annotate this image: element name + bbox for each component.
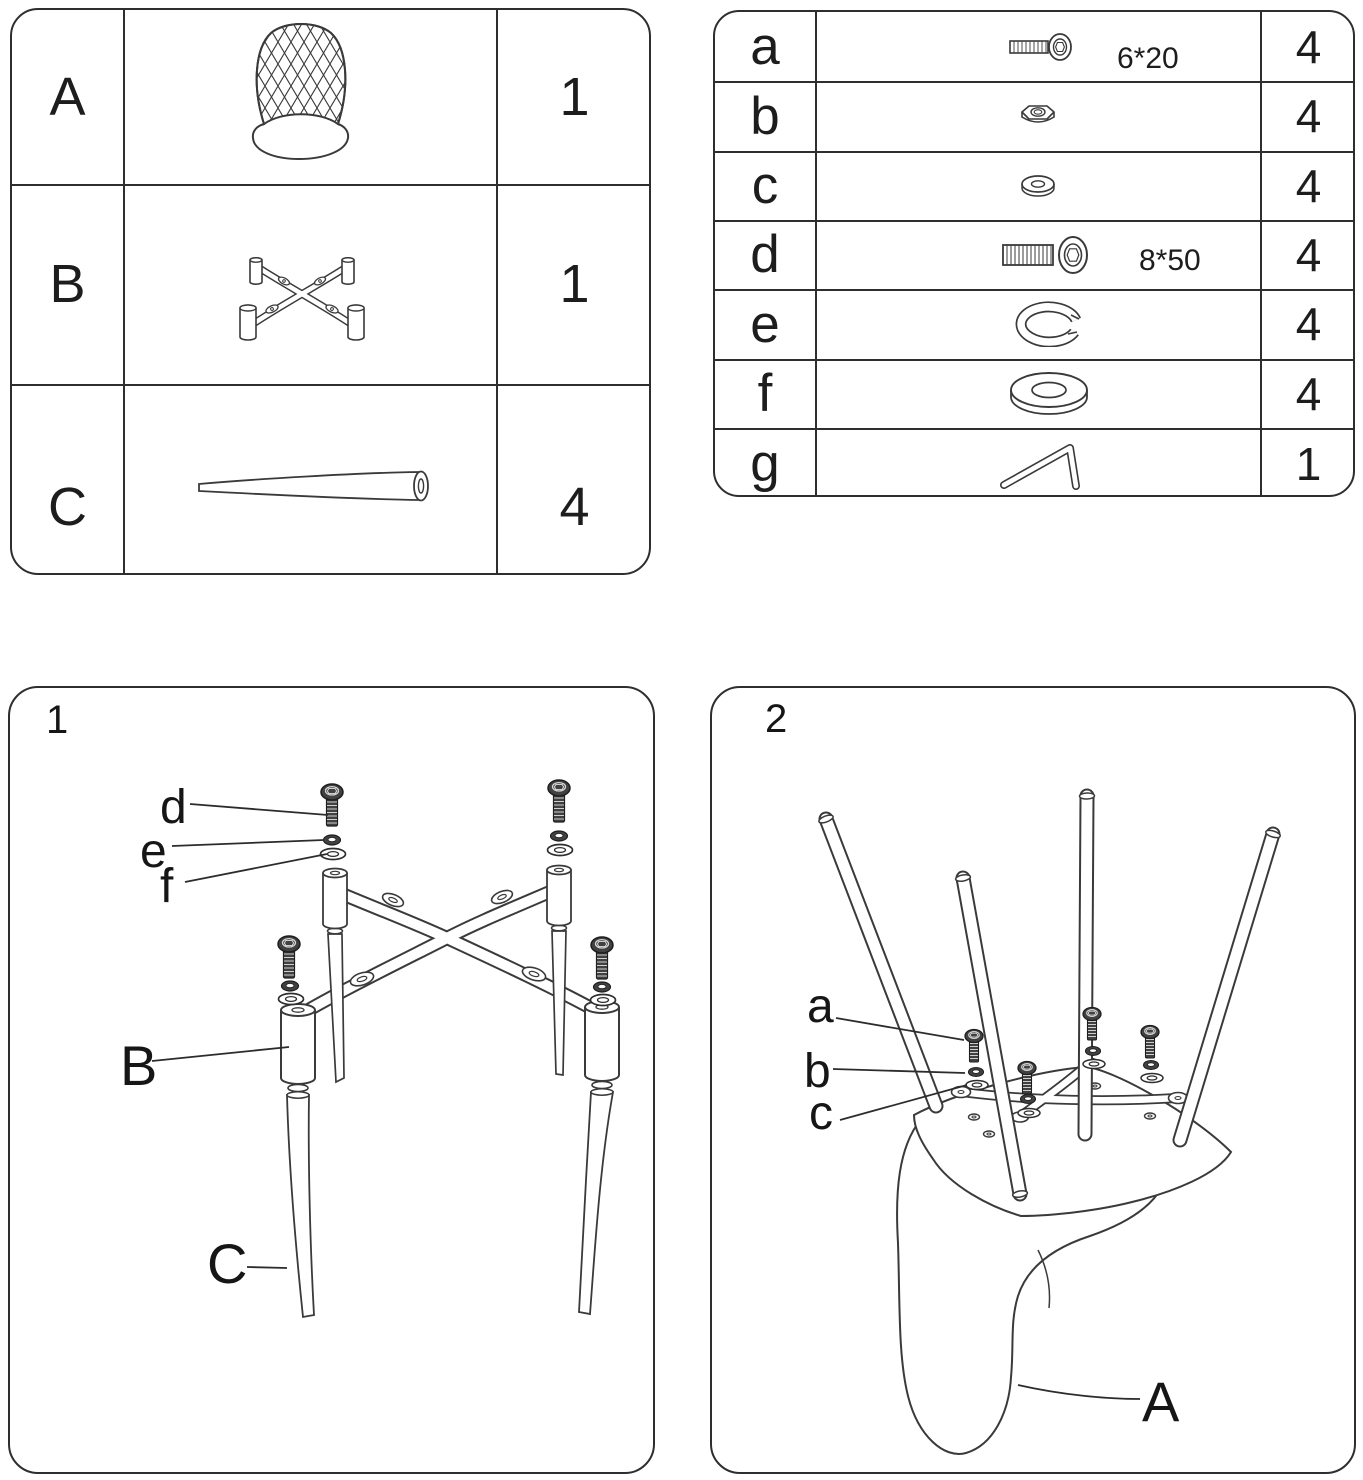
flat-washer-icon bbox=[1007, 370, 1091, 418]
step-2-panel bbox=[710, 686, 1356, 1474]
callout-e: e bbox=[140, 825, 167, 878]
hardware-a-label: a bbox=[750, 17, 780, 76]
hardware-e-qty: 4 bbox=[1295, 298, 1322, 350]
seat-shell-icon bbox=[226, 20, 376, 162]
part-b-label: B bbox=[49, 254, 86, 314]
hardware-b-qty: 4 bbox=[1295, 90, 1322, 142]
step-1-drawing bbox=[10, 688, 652, 1471]
nut-icon bbox=[1018, 101, 1058, 131]
allen-key-icon bbox=[998, 437, 1086, 491]
callout-A: A bbox=[1142, 1370, 1180, 1433]
callout-c: c bbox=[809, 1087, 833, 1140]
callout-a: a bbox=[807, 980, 834, 1033]
step-1-number: 1 bbox=[46, 698, 69, 742]
spring-washer-icon bbox=[1015, 301, 1083, 347]
bolt-8x50-spec: 8*50 bbox=[1139, 244, 1201, 277]
bolt-6x20-spec: 6*20 bbox=[1117, 42, 1179, 75]
part-a-label: A bbox=[49, 67, 86, 127]
parts-table-row-divider-2 bbox=[12, 384, 649, 386]
parts-table-column-divider-1 bbox=[123, 10, 125, 573]
hardware-d-qty: 4 bbox=[1295, 228, 1322, 281]
small-washer-icon bbox=[1019, 174, 1057, 198]
hardware-g-qty: 1 bbox=[1295, 437, 1322, 490]
hardware-c-qty: 4 bbox=[1295, 159, 1322, 212]
leg-icon bbox=[196, 467, 436, 509]
part-c-qty: 4 bbox=[559, 476, 590, 537]
hardware-table bbox=[713, 10, 1355, 497]
hardware-f-label: f bbox=[757, 364, 773, 423]
callout-C: C bbox=[207, 1232, 248, 1295]
bolt-8x50-icon bbox=[1001, 228, 1099, 282]
hardware-g-label: g bbox=[750, 434, 780, 493]
callout-B: B bbox=[120, 1034, 158, 1097]
step-1-panel bbox=[8, 686, 655, 1474]
callout-d: d bbox=[160, 781, 187, 834]
callout-b: b bbox=[804, 1045, 831, 1098]
part-c-label: C bbox=[48, 476, 87, 537]
cross-base-icon bbox=[232, 250, 372, 344]
step-2-number: 2 bbox=[765, 697, 788, 741]
hardware-a-qty: 4 bbox=[1295, 20, 1322, 73]
hardware-f-qty: 4 bbox=[1295, 367, 1322, 420]
hardware-c-label: c bbox=[751, 156, 779, 215]
bolt-6x20-icon bbox=[1008, 27, 1082, 67]
part-b-qty: 1 bbox=[559, 254, 590, 314]
hardware-d-label: d bbox=[750, 225, 780, 284]
parts-table bbox=[10, 8, 651, 575]
hardware-e-label: e bbox=[750, 294, 780, 354]
part-a-qty: 1 bbox=[559, 67, 590, 127]
hardware-b-label: b bbox=[750, 86, 780, 146]
callout-f: f bbox=[160, 860, 174, 913]
